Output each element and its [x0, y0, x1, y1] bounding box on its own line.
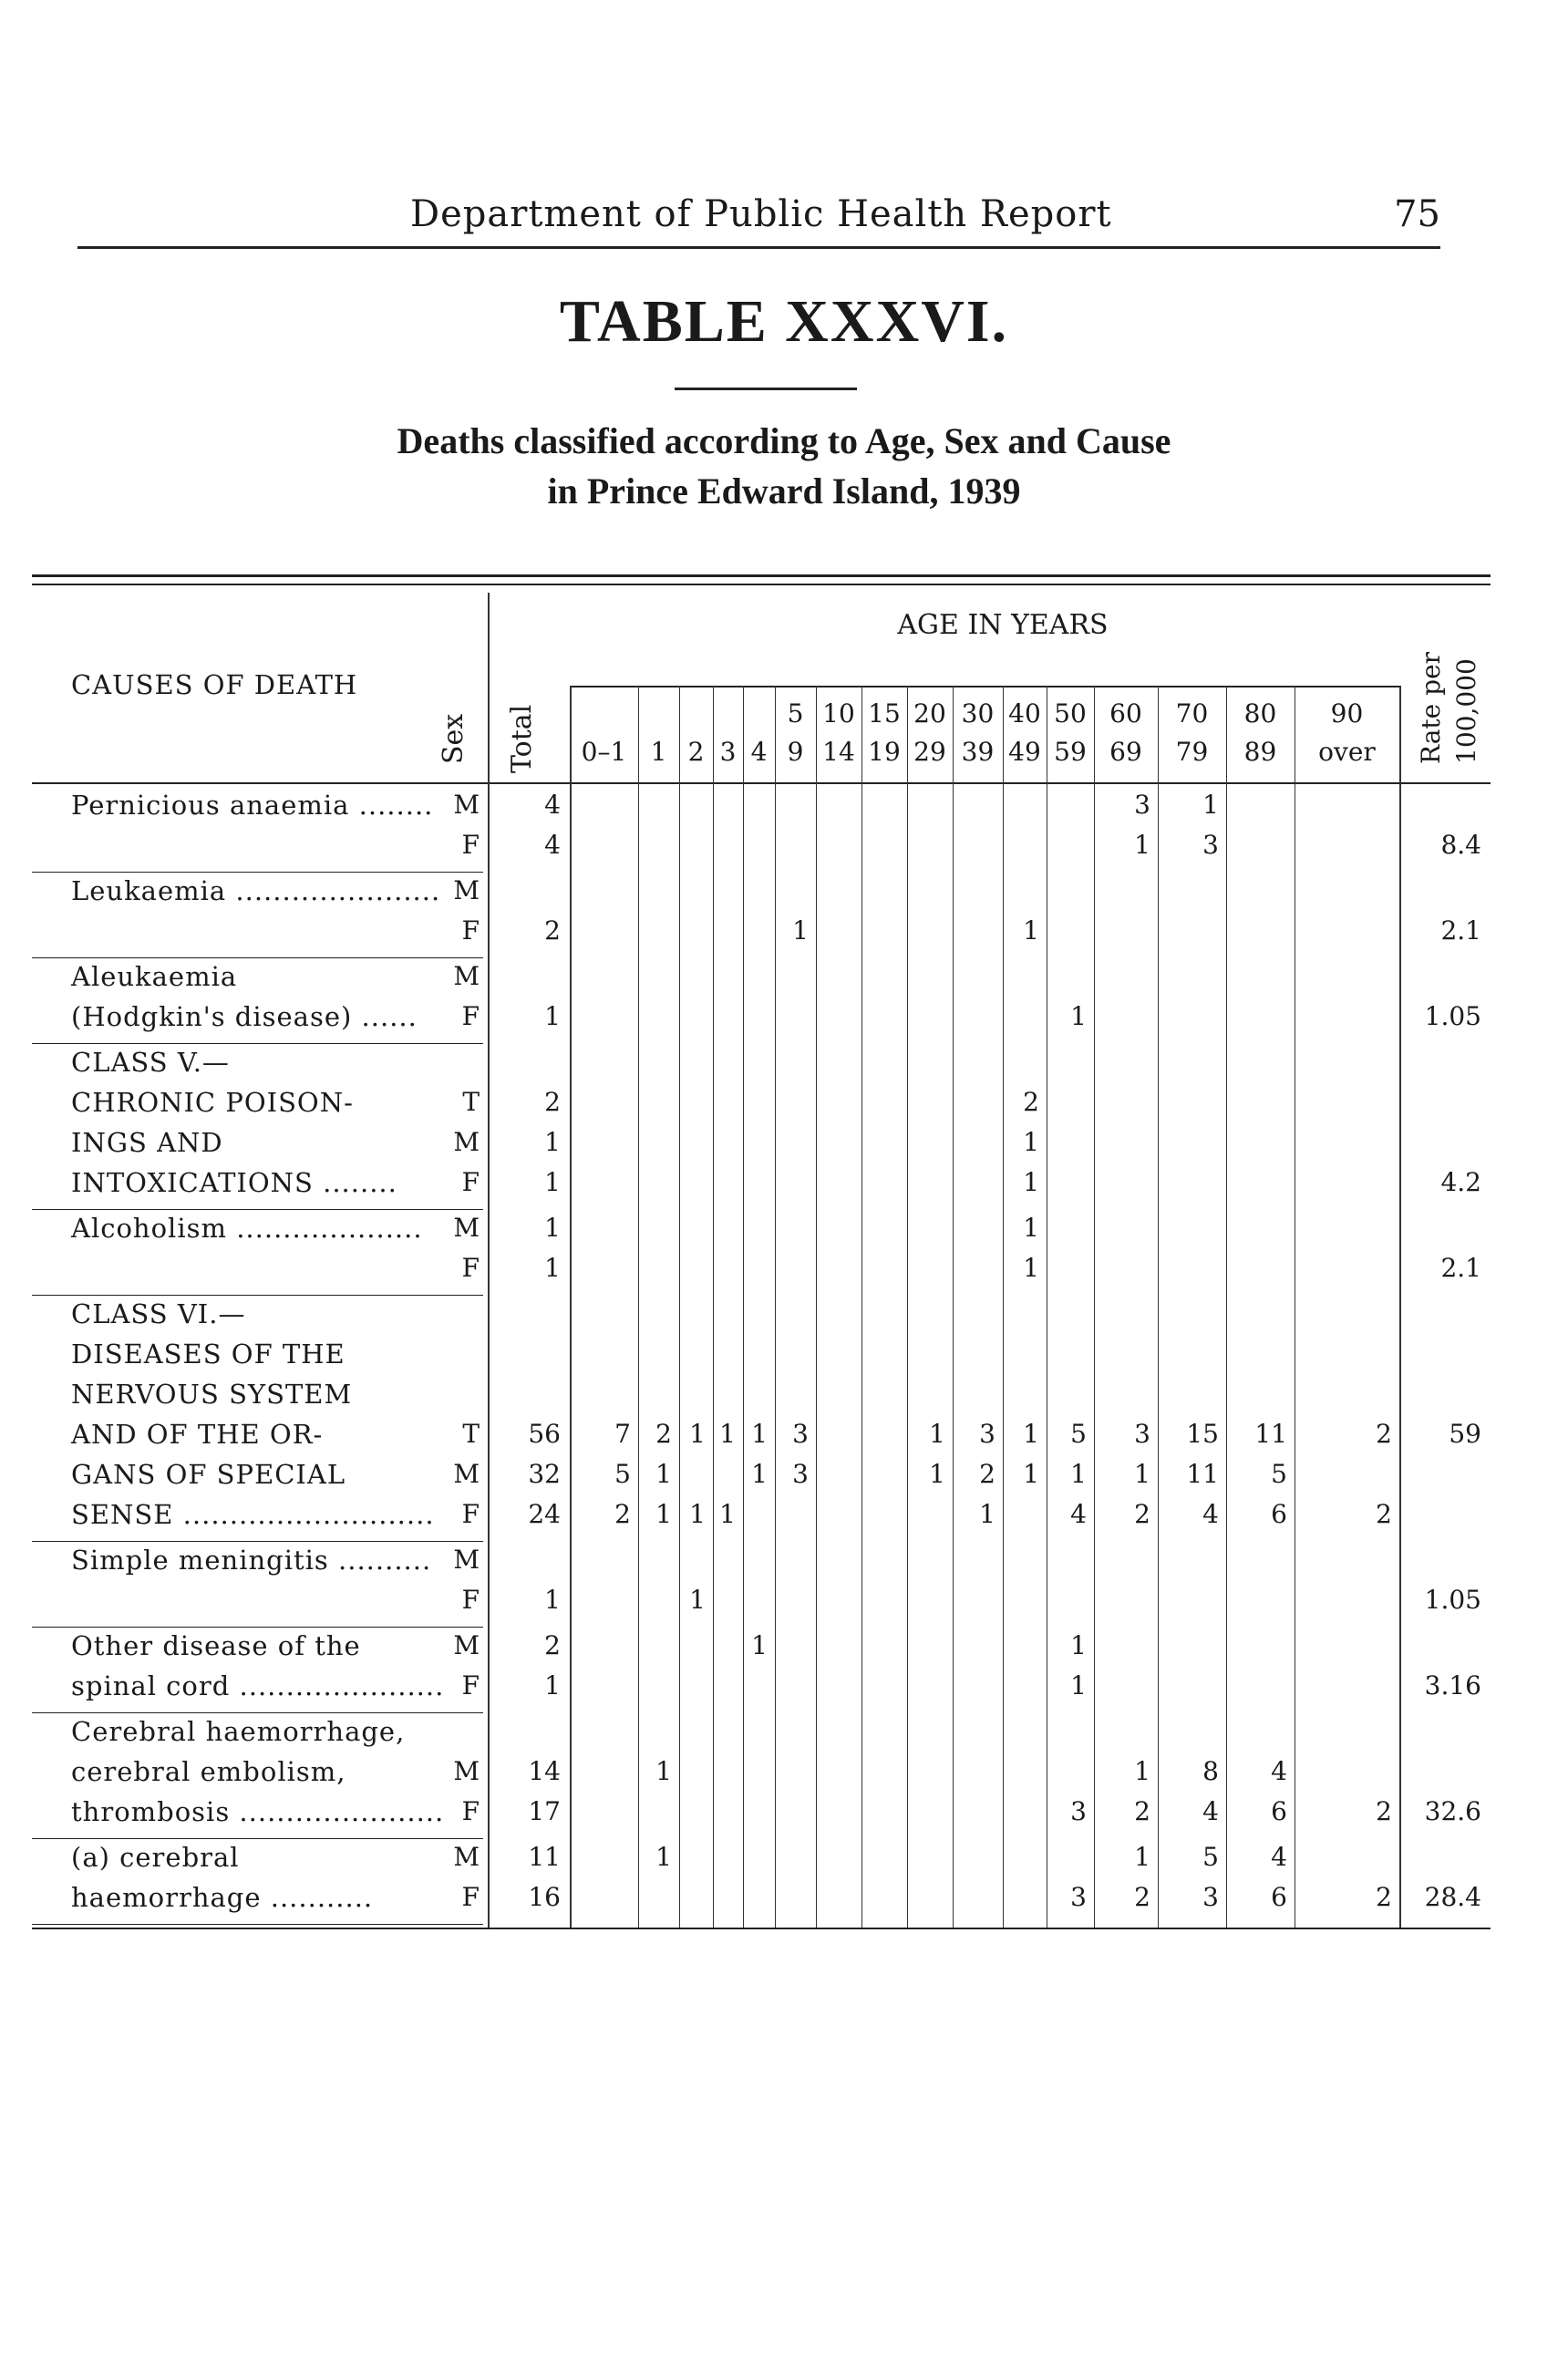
rate-cell: 28.4 [1424, 1882, 1481, 1912]
age-col-top-11: 50 [1054, 698, 1087, 729]
age-cell: 2 [655, 1419, 672, 1449]
age-cell: 1 [655, 1459, 672, 1489]
age-cell: 1 [1070, 1630, 1087, 1660]
col-rule-age [679, 686, 680, 1928]
rate-cell: 1.05 [1424, 1585, 1481, 1615]
col-rule-age [953, 686, 954, 1928]
total-cell: 56 [528, 1419, 561, 1449]
age-cell: 2 [1023, 1087, 1039, 1117]
age-col-top-8: 20 [913, 698, 946, 729]
total-cell: 2 [544, 1087, 561, 1117]
sex-cell: F [461, 1499, 480, 1529]
age-col-bottom-5: 9 [787, 737, 804, 767]
section-rule [32, 1924, 483, 1925]
cause-label-2-1: (Hodgkin's disease) ...... [71, 1001, 418, 1032]
section-rule [32, 872, 483, 873]
col-rule-age [1158, 686, 1159, 1928]
cause-label-1-0: Leukaemia ...................... [71, 875, 441, 906]
age-header: AGE IN YEARS [897, 609, 1109, 641]
age-cell: 1 [1134, 1842, 1150, 1872]
cause-label-7-0: Other disease of the [71, 1630, 361, 1661]
age-cell: 1 [655, 1499, 672, 1529]
table-subtitle-line-1: Deaths classified according to Age, Sex and Cause [397, 420, 1171, 461]
age-cell: 4 [1070, 1499, 1087, 1529]
col-rule-age [861, 686, 862, 1928]
cause-label-5-0: CLASS VI.— [71, 1298, 246, 1329]
col-rule-total [570, 686, 572, 1928]
cause-label-5-4: GANS OF SPECIAL [71, 1459, 346, 1490]
section-rule [32, 1209, 483, 1210]
age-cell: 1 [719, 1419, 736, 1449]
age-cell: 5 [614, 1459, 631, 1489]
causes-header: CAUSES OF DEATH [71, 669, 358, 700]
age-cell: 1 [1070, 1001, 1087, 1031]
age-col-top-14: 80 [1243, 698, 1277, 729]
total-cell: 1 [544, 1670, 561, 1701]
total-cell: 24 [528, 1499, 561, 1529]
age-cell: 2 [1134, 1499, 1150, 1529]
cause-label-5-1: DISEASES OF THE [71, 1339, 346, 1370]
table-top-rule-inner [32, 584, 1491, 585]
age-cell: 3 [1202, 830, 1219, 860]
rate-header-line-1: Rate per [1416, 651, 1446, 764]
age-cell: 3 [1134, 790, 1150, 820]
age-cell: 4 [1271, 1756, 1287, 1786]
cause-label-8-0: Cerebral haemorrhage, [71, 1716, 406, 1747]
age-cell: 2 [1376, 1419, 1392, 1449]
age-col-bottom-13: 79 [1175, 737, 1209, 767]
age-cell: 3 [1202, 1882, 1219, 1912]
age-cell: 11 [1254, 1419, 1287, 1449]
age-cell: 1 [719, 1499, 736, 1529]
age-cell: 1 [1202, 790, 1219, 820]
rate-header-line-2: 100,000 [1451, 658, 1481, 764]
section-rule [32, 1295, 483, 1296]
age-cell: 1 [1134, 1459, 1150, 1489]
age-col-top-7: 15 [868, 698, 901, 729]
total-cell: 4 [544, 830, 561, 860]
cause-label-9-1: haemorrhage ........... [71, 1882, 374, 1913]
sex-cell: F [461, 1001, 480, 1031]
rate-cell: 8.4 [1440, 830, 1481, 860]
age-cell: 1 [1070, 1459, 1087, 1489]
age-cell: 1 [929, 1419, 945, 1449]
sex-cell: M [453, 961, 480, 991]
total-cell: 16 [528, 1882, 561, 1912]
rate-cell: 32.6 [1424, 1796, 1481, 1826]
rate-cell: 4.2 [1440, 1167, 1481, 1197]
age-cell: 1 [1070, 1670, 1087, 1701]
age-col-bottom-6: 14 [822, 737, 855, 767]
age-cell: 1 [1023, 915, 1039, 946]
age-cell: 2 [614, 1499, 631, 1529]
age-cell: 3 [1134, 1419, 1150, 1449]
cause-label-5-3: AND OF THE OR- [71, 1419, 324, 1450]
age-cell: 11 [1186, 1459, 1219, 1489]
total-cell: 14 [528, 1756, 561, 1786]
age-cell: 1 [1134, 1756, 1150, 1786]
age-col-top-12: 60 [1109, 698, 1142, 729]
sex-cell: F [461, 1585, 480, 1615]
age-col-bottom-14: 89 [1243, 737, 1277, 767]
rate-cell: 3.16 [1424, 1670, 1481, 1701]
total-cell: 4 [544, 790, 561, 820]
age-cell: 4 [1202, 1796, 1219, 1826]
total-cell: 1 [544, 1167, 561, 1197]
age-cell: 1 [1023, 1167, 1039, 1197]
sex-cell: T [462, 1087, 480, 1117]
age-col-top-15: 90 [1330, 698, 1364, 729]
age-cell: 2 [1376, 1882, 1392, 1912]
age-cell: 1 [689, 1585, 706, 1615]
sex-cell: F [461, 1167, 480, 1197]
age-col-top-10: 40 [1008, 698, 1041, 729]
sex-cell: M [453, 1213, 480, 1243]
total-cell: 2 [544, 915, 561, 946]
age-cell: 1 [1023, 1459, 1039, 1489]
col-rule-sex [488, 593, 490, 1928]
cause-label-6-0: Simple meningitis .......... [71, 1545, 432, 1576]
age-col-top-13: 70 [1175, 698, 1209, 729]
cause-label-5-2: NERVOUS SYSTEM [71, 1379, 353, 1410]
age-col-bottom-3: 3 [719, 737, 737, 767]
age-cell: 1 [1134, 830, 1150, 860]
sex-cell: F [461, 915, 480, 946]
col-rule-age [713, 686, 714, 1928]
age-cell: 2 [1376, 1499, 1392, 1529]
age-col-bottom-1: 1 [650, 737, 667, 767]
age-cell: 1 [655, 1756, 672, 1786]
cause-label-8-1: cerebral embolism, [71, 1756, 346, 1787]
total-cell: 1 [544, 1585, 561, 1615]
col-rule-age [816, 686, 817, 1928]
total-cell: 1 [544, 1253, 561, 1283]
sex-cell: M [453, 1545, 480, 1575]
table-title: TABLE XXXVI. [559, 288, 1009, 355]
table-subtitle-line-2: in Prince Edward Island, 1939 [547, 470, 1021, 512]
age-cell: 3 [792, 1459, 809, 1489]
age-col-bottom-0: 0–1 [581, 737, 627, 767]
cause-label-8-2: thrombosis ...................... [71, 1796, 445, 1827]
cause-label-7-1: spinal cord ...................... [71, 1670, 445, 1701]
section-rule [32, 1712, 483, 1713]
header-bottom-rule [32, 782, 1491, 784]
table-bottom-rule [32, 1928, 1491, 1929]
sex-cell: T [462, 1419, 480, 1449]
col-rule-age [775, 686, 776, 1928]
total-cell: 17 [528, 1796, 561, 1826]
age-col-top-5: 5 [787, 698, 804, 729]
age-cell: 7 [614, 1419, 631, 1449]
cause-label-0-0: Pernicious anaemia ........ [71, 790, 434, 821]
age-cell: 2 [1134, 1882, 1150, 1912]
sex-cell: M [453, 790, 480, 820]
age-cell: 1 [751, 1630, 768, 1660]
section-rule [32, 1838, 483, 1839]
age-cell: 1 [1023, 1419, 1039, 1449]
sex-cell: F [461, 1253, 480, 1283]
total-cell: 2 [544, 1630, 561, 1660]
rate-cell: 2.1 [1440, 1253, 1481, 1283]
cause-label-3-3: INTOXICATIONS ........ [71, 1167, 397, 1198]
age-cell: 1 [1023, 1213, 1039, 1243]
sex-header: Sex [438, 713, 469, 764]
age-col-top-9: 30 [961, 698, 995, 729]
age-col-bottom-10: 49 [1008, 737, 1041, 767]
age-cell: 2 [979, 1459, 995, 1489]
sex-cell: F [461, 1882, 480, 1912]
col-rule-age [1094, 686, 1095, 1928]
col-rule-age [907, 686, 908, 1928]
age-cell: 1 [689, 1499, 706, 1529]
cause-label-5-5: SENSE ........................... [71, 1499, 435, 1530]
age-cell: 1 [979, 1499, 995, 1529]
age-cell: 1 [792, 915, 809, 946]
total-cell: 32 [528, 1459, 561, 1489]
age-cell: 1 [751, 1459, 768, 1489]
age-col-bottom-11: 59 [1054, 737, 1087, 767]
cause-label-3-1: CHRONIC POISON- [71, 1087, 354, 1118]
age-cell: 4 [1271, 1842, 1287, 1872]
age-cell: 5 [1070, 1419, 1087, 1449]
age-cell: 5 [1202, 1842, 1219, 1872]
col-rule-age [743, 686, 744, 1928]
total-header: Total [506, 704, 538, 773]
col-rule-rate [1399, 686, 1401, 1928]
section-rule [32, 1043, 483, 1044]
col-rule-age [638, 686, 639, 1928]
cause-label-2-0: Aleukaemia [71, 961, 238, 992]
rate-cell: 1.05 [1424, 1001, 1481, 1031]
age-col-bottom-7: 19 [868, 737, 901, 767]
age-col-bottom-4: 4 [750, 737, 768, 767]
section-rule [32, 1541, 483, 1542]
rate-cell: 59 [1449, 1419, 1481, 1449]
page-number: 75 [1394, 193, 1440, 235]
sex-cell: F [461, 1796, 480, 1826]
total-cell: 1 [544, 1127, 561, 1157]
sex-cell: M [453, 1756, 480, 1786]
cause-label-4-0: Alcoholism .................... [71, 1213, 423, 1244]
age-cell: 6 [1271, 1499, 1287, 1529]
table-top-rule [32, 574, 1491, 577]
age-cell: 3 [792, 1419, 809, 1449]
sex-cell: F [461, 1670, 480, 1701]
total-cell: 1 [544, 1001, 561, 1031]
col-rule-age [1003, 686, 1004, 1928]
age-col-bottom-8: 29 [913, 737, 946, 767]
cause-label-9-0: (a) cerebral [71, 1842, 240, 1873]
age-cell: 15 [1186, 1419, 1219, 1449]
age-col-bottom-12: 69 [1109, 737, 1142, 767]
age-cell: 2 [1376, 1796, 1392, 1826]
age-cell: 3 [979, 1419, 995, 1449]
age-cell: 1 [751, 1419, 768, 1449]
rate-cell: 2.1 [1440, 915, 1481, 946]
cause-label-3-2: INGS AND [71, 1127, 223, 1158]
age-col-bottom-9: 39 [961, 737, 995, 767]
sex-cell: M [453, 1842, 480, 1872]
age-cell: 2 [1134, 1796, 1150, 1826]
age-cell: 1 [1023, 1253, 1039, 1283]
age-header-rule [570, 686, 1399, 687]
age-cell: 4 [1202, 1499, 1219, 1529]
age-cell: 3 [1070, 1882, 1087, 1912]
age-cell: 8 [1202, 1756, 1219, 1786]
age-cell: 6 [1271, 1796, 1287, 1826]
sex-cell: M [453, 1127, 480, 1157]
age-cell: 1 [1023, 1127, 1039, 1157]
running-title: Department of Public Health Report [410, 193, 1112, 235]
age-cell: 5 [1271, 1459, 1287, 1489]
sex-cell: M [453, 1630, 480, 1660]
col-rule-age [1226, 686, 1227, 1928]
age-cell: 3 [1070, 1796, 1087, 1826]
sex-cell: M [453, 875, 480, 905]
sex-cell: M [453, 1459, 480, 1489]
cause-label-3-0: CLASS V.— [71, 1047, 230, 1078]
section-rule [32, 957, 483, 958]
age-cell: 1 [655, 1842, 672, 1872]
age-col-top-6: 10 [822, 698, 855, 729]
total-cell: 1 [544, 1213, 561, 1243]
age-col-bottom-2: 2 [687, 737, 705, 767]
age-col-bottom-15: over [1318, 737, 1376, 767]
age-cell: 1 [689, 1419, 706, 1449]
total-cell: 11 [528, 1842, 561, 1872]
age-cell: 6 [1271, 1882, 1287, 1912]
section-rule [32, 1627, 483, 1628]
age-cell: 1 [929, 1459, 945, 1489]
sex-cell: F [461, 830, 480, 860]
